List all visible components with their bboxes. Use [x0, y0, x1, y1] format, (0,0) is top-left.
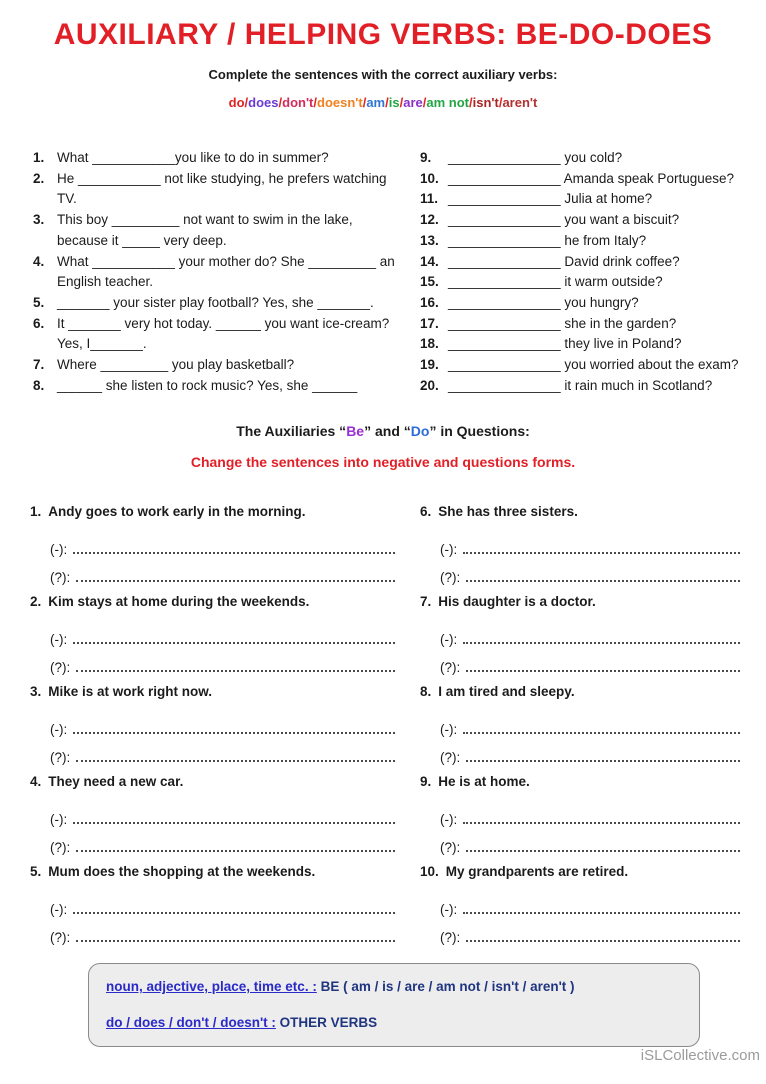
item-number: 20.	[420, 377, 439, 393]
sentence	[420, 504, 750, 524]
word-bank-separator: /	[362, 95, 367, 110]
word-bank-item: am	[366, 95, 386, 110]
list-item	[420, 169, 750, 190]
dotted-line	[466, 850, 740, 852]
item-number: 19.	[420, 357, 439, 373]
rule-lead: noun, adjective, place, time etc. :	[106, 979, 317, 995]
dotted-line	[76, 760, 395, 762]
list-item	[30, 774, 405, 855]
question-row	[30, 745, 405, 765]
exercise1	[0, 148, 766, 396]
negative-row	[420, 807, 750, 827]
list-item	[33, 252, 405, 293]
item-number: 14.	[420, 253, 439, 269]
question-label: (?):	[440, 930, 461, 946]
list-item	[420, 334, 750, 355]
islcollective-watermark: iSLCollective.com	[640, 1047, 760, 1064]
sentence	[420, 864, 750, 884]
list-item	[33, 293, 405, 314]
dotted-line	[463, 552, 740, 554]
list-item	[420, 272, 750, 293]
negative-label: (-):	[440, 902, 458, 918]
sentence	[420, 684, 750, 704]
word-bank-item: does	[248, 95, 279, 110]
question-row	[420, 745, 750, 765]
sentence-text: They need a new car.	[48, 774, 184, 790]
sentence-text: He is at home.	[438, 774, 530, 790]
list-item	[33, 148, 405, 169]
item-text: He ___________ not like studying, he prefers watching TV.	[57, 170, 387, 207]
question-label: (?):	[440, 750, 461, 766]
item-number: 17.	[420, 315, 439, 331]
exercise2	[0, 504, 766, 954]
heading-part-be: Be	[346, 423, 365, 440]
question-row	[30, 835, 405, 855]
item-text: _______________ you cold?	[448, 150, 623, 165]
dotted-line	[76, 670, 395, 672]
question-label: (?):	[50, 840, 71, 856]
item-text: It _______ very hot today. ______ you want ice-cream? Yes, I_______.	[57, 315, 390, 352]
dotted-line	[466, 670, 740, 672]
section-heading	[0, 423, 766, 439]
item-number: 12.	[420, 212, 439, 228]
sentence-text: She has three sisters.	[438, 504, 578, 520]
heading-part: ” and “	[364, 423, 411, 440]
list-item	[30, 684, 405, 765]
item-number: 5.	[30, 864, 42, 880]
item-text: _______________ David drink coffee?	[448, 253, 680, 269]
list-item	[420, 774, 750, 855]
list-item	[33, 210, 405, 251]
heading-part: The Auxiliaries “	[236, 423, 347, 440]
rule-line-do	[106, 1015, 699, 1035]
question-label: (?):	[50, 570, 71, 586]
list-item	[33, 314, 405, 355]
item-number: 7.	[33, 357, 45, 373]
dotted-line	[463, 912, 740, 914]
question-row	[30, 925, 405, 945]
item-text: What ___________you like to do in summer?	[57, 150, 329, 165]
sentence-text: I am tired and sleepy.	[438, 684, 575, 700]
rule-line-be	[106, 979, 699, 999]
item-number: 6.	[420, 504, 432, 520]
negative-row	[30, 717, 405, 737]
question-label: (?):	[440, 660, 461, 676]
item-number: 4.	[33, 253, 45, 269]
item-number: 2.	[33, 170, 45, 186]
exercise1-right-column	[420, 148, 750, 396]
item-text: _______________ Amanda speak Portuguese?	[448, 170, 734, 186]
rule-rest: OTHER VERBS	[275, 1015, 378, 1031]
list-item	[420, 594, 750, 675]
word-bank-separator: /	[399, 95, 404, 110]
question-label: (?):	[50, 930, 71, 946]
item-number: 18.	[420, 336, 439, 352]
sentence-text: Mum does the shopping at the weekends.	[48, 864, 316, 880]
item-number: 16.	[420, 294, 439, 310]
question-row	[420, 835, 750, 855]
rule-lead: do / does / don't / doesn't :	[106, 1015, 276, 1031]
word-bank-separator: /	[498, 95, 503, 110]
negative-label: (-):	[440, 632, 458, 648]
item-number: 3.	[33, 212, 45, 228]
sentence	[30, 684, 405, 704]
list-item	[420, 148, 750, 169]
negative-row	[30, 807, 405, 827]
dotted-line	[463, 822, 740, 824]
item-number: 1.	[33, 150, 45, 165]
item-number: 7.	[420, 594, 432, 610]
negative-label: (-):	[50, 902, 68, 918]
word-bank-item: don't	[282, 95, 314, 110]
list-item	[420, 189, 750, 210]
sentence-text: My grandparents are retired.	[445, 864, 629, 880]
negative-row	[30, 627, 405, 647]
sentence-text: Andy goes to work early in the morning.	[48, 504, 306, 520]
word-bank-item: are	[403, 95, 423, 110]
negative-row	[30, 537, 405, 557]
heading-part-do: Do	[410, 423, 430, 440]
exercise2-instruction: Change the sentences into negative and questions forms.	[190, 454, 576, 471]
negative-label: (-):	[440, 812, 458, 828]
rules-box	[88, 963, 700, 1047]
rule-rest: BE ( am / is / are / am not / isn't / aren't )	[316, 979, 575, 995]
item-number: 2.	[30, 594, 42, 610]
word-bank-item: am not	[426, 95, 469, 110]
sentence	[30, 504, 405, 524]
item-number: 11.	[420, 191, 439, 207]
word-bank-separator: /	[313, 95, 317, 110]
dotted-line	[466, 580, 740, 582]
negative-label: (-):	[440, 722, 458, 738]
item-text: _______________ you worried about the exam?	[448, 357, 739, 373]
list-item	[420, 864, 750, 945]
dotted-line	[73, 732, 395, 734]
exercise1-left-column	[33, 148, 405, 396]
item-number: 9.	[420, 774, 432, 790]
item-number: 5.	[33, 294, 45, 310]
negative-row	[420, 537, 750, 557]
item-number: 8.	[33, 377, 45, 393]
sentence	[420, 774, 750, 794]
sentence-text: Mike is at work right now.	[48, 684, 213, 700]
list-item	[420, 210, 750, 231]
list-item	[420, 376, 750, 397]
list-item	[420, 684, 750, 765]
list-item	[420, 314, 750, 335]
item-text: _______________ Julia at home?	[448, 191, 653, 207]
word-bank-item: isn't	[472, 95, 499, 110]
question-label: (?):	[440, 570, 461, 586]
negative-label: (-):	[440, 542, 458, 558]
question-row	[420, 565, 750, 585]
word-bank-item: aren't	[502, 95, 538, 110]
dotted-line	[76, 850, 395, 852]
item-text: Where _________ you play basketball?	[57, 357, 295, 373]
item-number: 10.	[420, 170, 439, 186]
dotted-line	[466, 940, 740, 942]
item-number: 9.	[420, 150, 432, 165]
item-number: 10.	[420, 864, 439, 880]
negative-row	[420, 717, 750, 737]
sentence	[30, 594, 405, 614]
item-text: _______________ he from Italy?	[448, 232, 647, 248]
item-number: 6.	[33, 315, 45, 331]
list-item	[420, 355, 750, 376]
word-bank-separator: /	[244, 95, 249, 110]
word-bank-item: do	[228, 95, 245, 110]
word-bank-item: is	[388, 95, 400, 110]
negative-label: (-):	[50, 632, 68, 648]
list-item	[33, 376, 405, 397]
dotted-line	[73, 552, 395, 554]
list-item	[420, 231, 750, 252]
item-text: _______________ they live in Poland?	[448, 336, 682, 352]
sentence	[420, 594, 750, 614]
word-bank-separator: /	[469, 95, 473, 110]
item-number: 15.	[420, 274, 439, 290]
dotted-line	[466, 760, 740, 762]
item-number: 4.	[30, 774, 42, 790]
sentence-text: Kim stays at home during the weekends.	[48, 594, 310, 610]
word-bank-separator: /	[278, 95, 283, 110]
item-text: _______________ you hungry?	[448, 294, 639, 310]
list-item	[30, 504, 405, 585]
dotted-line	[463, 642, 740, 644]
dotted-line	[73, 822, 395, 824]
list-item	[420, 252, 750, 273]
dotted-line	[76, 940, 395, 942]
negative-row	[420, 627, 750, 647]
word-bank	[0, 95, 766, 110]
question-row	[30, 565, 405, 585]
word-bank-item: doesn't	[317, 95, 363, 110]
item-text: ______ she listen to rock music? Yes, she ______	[57, 377, 358, 393]
item-number: 1.	[30, 504, 42, 520]
word-bank-separator: /	[422, 95, 427, 110]
negative-row	[30, 897, 405, 917]
list-item	[30, 594, 405, 675]
page-title: AUXILIARY / HELPING VERBS: BE-DO-DOES	[53, 18, 713, 51]
item-text: This boy _________ not want to swim in the lake, because it _____ very deep.	[57, 212, 353, 248]
item-text: What ___________ your mother do? She _________ an English teacher.	[57, 253, 395, 290]
item-number: 8.	[420, 684, 432, 700]
negative-label: (-):	[50, 542, 68, 558]
item-text: _______________ it warm outside?	[448, 274, 663, 290]
exercise2-left-column	[30, 504, 405, 954]
dotted-line	[73, 642, 395, 644]
list-item	[33, 169, 405, 210]
list-item	[420, 293, 750, 314]
question-label: (?):	[50, 660, 71, 676]
exercise1-instruction: Complete the sentences with the correct auxiliary verbs:	[208, 67, 558, 82]
item-text: _______________ it rain much in Scotland?	[448, 377, 713, 393]
sentence-text: His daughter is a doctor.	[438, 594, 596, 610]
word-bank-separator: /	[385, 95, 389, 110]
dotted-line	[76, 580, 395, 582]
heading-part: ” in Questions:	[429, 423, 530, 440]
negative-label: (-):	[50, 722, 68, 738]
item-number: 13.	[420, 232, 439, 248]
negative-label: (-):	[50, 812, 68, 828]
sentence	[30, 774, 405, 794]
list-item	[33, 355, 405, 376]
item-number: 3.	[30, 684, 42, 700]
list-item	[30, 864, 405, 945]
question-label: (?):	[50, 750, 71, 766]
item-text: _______ your sister play football? Yes, she _______.	[57, 294, 374, 310]
sentence	[30, 864, 405, 884]
question-label: (?):	[440, 840, 461, 856]
list-item	[420, 504, 750, 585]
question-row	[420, 925, 750, 945]
item-text: _______________ she in the garden?	[448, 315, 677, 331]
question-row	[420, 655, 750, 675]
negative-row	[420, 897, 750, 917]
dotted-line	[463, 732, 740, 734]
dotted-line	[73, 912, 395, 914]
item-text: _______________ you want a biscuit?	[448, 212, 680, 228]
exercise2-right-column	[420, 504, 750, 954]
question-row	[30, 655, 405, 675]
